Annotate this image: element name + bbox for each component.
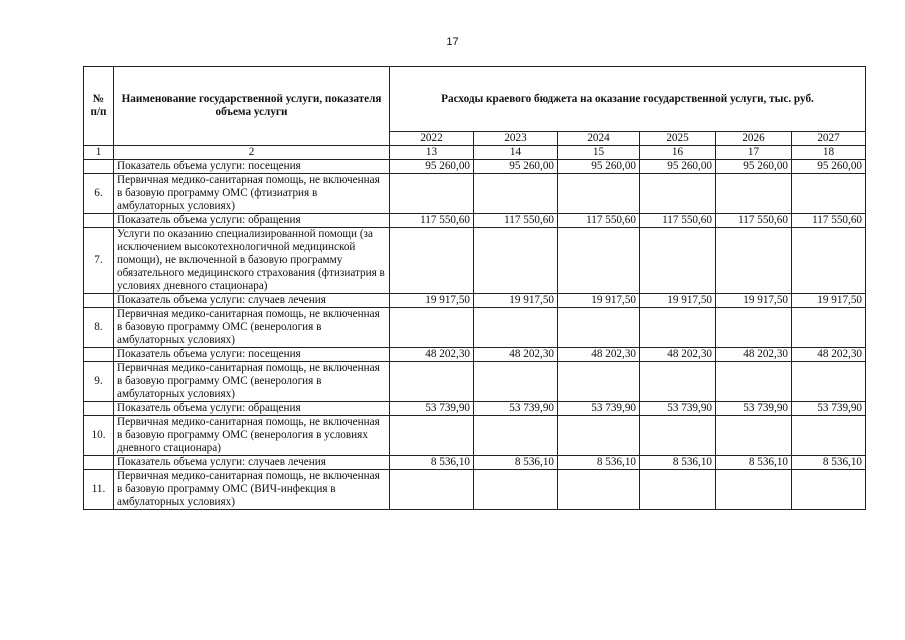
indicator-name: Показатель объема услуги: обращения [114, 402, 390, 416]
column-number: 17 [716, 146, 792, 160]
row-number [84, 348, 114, 362]
value-cell-2027 [792, 362, 866, 402]
indicator-row [84, 160, 866, 174]
indicator-name: Показатель объема услуги: посещения [114, 348, 390, 362]
value-cell-2023: 8 536,10 [474, 456, 558, 470]
value-cell-2022 [390, 470, 474, 510]
row-number [84, 214, 114, 228]
value-cell-2026: 19 917,50 [716, 294, 792, 308]
value-cell-2026 [716, 470, 792, 510]
year-header-2022: 2022 [390, 132, 474, 146]
column-numbers-row [84, 146, 866, 160]
service-name: Первичная медико-санитарная помощь, не включенная в базовую программу ОМС (венерология в амбулаторных условиях) [114, 362, 390, 402]
value-cell-2023: 117 550,60 [474, 214, 558, 228]
value-cell-2025 [640, 308, 716, 348]
indicator-row [84, 348, 866, 362]
indicator-row [84, 402, 866, 416]
value-cell-2022 [390, 362, 474, 402]
value-cell-2022: 19 917,50 [390, 294, 474, 308]
row-number [84, 456, 114, 470]
value-cell-2025: 8 536,10 [640, 456, 716, 470]
service-name: Первичная медико-санитарная помощь, не включенная в базовую программу ОМС (ВИЧ-инфекция в амбулаторных условиях) [114, 470, 390, 510]
service-row [84, 228, 866, 294]
value-cell-2027: 8 536,10 [792, 456, 866, 470]
value-cell-2027 [792, 308, 866, 348]
value-cell-2024: 48 202,30 [558, 348, 640, 362]
year-header-2026: 2026 [716, 132, 792, 146]
indicator-row [84, 214, 866, 228]
service-name: Первичная медико-санитарная помощь, не включенная в базовую программу ОМС (венерология в условиях дневного стационара) [114, 416, 390, 456]
budget-table [83, 66, 866, 510]
value-cell-2025: 95 260,00 [640, 160, 716, 174]
value-cell-2026: 95 260,00 [716, 160, 792, 174]
value-cell-2024: 19 917,50 [558, 294, 640, 308]
year-header-2024: 2024 [558, 132, 640, 146]
value-cell-2023 [474, 416, 558, 456]
year-header-2025: 2025 [640, 132, 716, 146]
column-number: 15 [558, 146, 640, 160]
indicator-row [84, 456, 866, 470]
value-cell-2027: 117 550,60 [792, 214, 866, 228]
value-cell-2023 [474, 470, 558, 510]
value-cell-2025 [640, 174, 716, 214]
value-cell-2024: 53 739,90 [558, 402, 640, 416]
value-cell-2023 [474, 308, 558, 348]
column-number: 14 [474, 146, 558, 160]
row-number: 7. [84, 228, 114, 294]
value-cell-2027 [792, 470, 866, 510]
value-cell-2027: 53 739,90 [792, 402, 866, 416]
header-service-name: Наименование государственной услуги, показателя объема услуги [114, 67, 390, 146]
value-cell-2023: 19 917,50 [474, 294, 558, 308]
value-cell-2025 [640, 362, 716, 402]
value-cell-2027: 95 260,00 [792, 160, 866, 174]
value-cell-2024 [558, 362, 640, 402]
value-cell-2025: 19 917,50 [640, 294, 716, 308]
row-number: 8. [84, 308, 114, 348]
value-cell-2023 [474, 228, 558, 294]
value-cell-2024 [558, 470, 640, 510]
service-name: Первичная медико-санитарная помощь, не включенная в базовую программу ОМС (фтизиатрия в амбулаторных условиях) [114, 174, 390, 214]
service-row [84, 308, 866, 348]
service-row [84, 174, 866, 214]
row-number: 11. [84, 470, 114, 510]
value-cell-2025: 48 202,30 [640, 348, 716, 362]
page-number: 17 [446, 36, 459, 48]
value-cell-2023: 95 260,00 [474, 160, 558, 174]
indicator-name: Показатель объема услуги: посещения [114, 160, 390, 174]
column-number: 1 [84, 146, 114, 160]
indicator-name: Показатель объема услуги: случаев лечения [114, 456, 390, 470]
value-cell-2025 [640, 470, 716, 510]
value-cell-2027 [792, 228, 866, 294]
value-cell-2027 [792, 174, 866, 214]
value-cell-2024 [558, 308, 640, 348]
row-number: 6. [84, 174, 114, 214]
value-cell-2025: 117 550,60 [640, 214, 716, 228]
indicator-name: Показатель объема услуги: случаев лечения [114, 294, 390, 308]
value-cell-2025: 53 739,90 [640, 402, 716, 416]
value-cell-2024: 8 536,10 [558, 456, 640, 470]
value-cell-2022 [390, 308, 474, 348]
value-cell-2024 [558, 174, 640, 214]
row-number [84, 294, 114, 308]
column-number: 18 [792, 146, 866, 160]
value-cell-2022 [390, 174, 474, 214]
column-number: 13 [390, 146, 474, 160]
row-number [84, 402, 114, 416]
value-cell-2023: 48 202,30 [474, 348, 558, 362]
column-number: 2 [114, 146, 390, 160]
value-cell-2026: 53 739,90 [716, 402, 792, 416]
value-cell-2024: 95 260,00 [558, 160, 640, 174]
value-cell-2023: 53 739,90 [474, 402, 558, 416]
value-cell-2024: 117 550,60 [558, 214, 640, 228]
value-cell-2026: 117 550,60 [716, 214, 792, 228]
indicator-row [84, 294, 866, 308]
value-cell-2024 [558, 416, 640, 456]
value-cell-2026 [716, 416, 792, 456]
column-number: 16 [640, 146, 716, 160]
value-cell-2026: 48 202,30 [716, 348, 792, 362]
header-number: № п/п [84, 67, 114, 146]
value-cell-2026: 8 536,10 [716, 456, 792, 470]
row-number [84, 160, 114, 174]
year-header-2027: 2027 [792, 132, 866, 146]
service-name: Услуги по оказанию специализированной помощи (за исключением высокотехнологичной медицинской помощи), не включенной в базовую программу обязательного медицинского страхования (фтизиатрия в условиях дневного стационара) [114, 228, 390, 294]
value-cell-2027: 48 202,30 [792, 348, 866, 362]
value-cell-2022: 95 260,00 [390, 160, 474, 174]
value-cell-2022: 8 536,10 [390, 456, 474, 470]
value-cell-2022: 53 739,90 [390, 402, 474, 416]
value-cell-2022: 48 202,30 [390, 348, 474, 362]
value-cell-2026 [716, 228, 792, 294]
value-cell-2025 [640, 228, 716, 294]
indicator-name: Показатель объема услуги: обращения [114, 214, 390, 228]
value-cell-2026 [716, 362, 792, 402]
value-cell-2024 [558, 228, 640, 294]
value-cell-2022 [390, 228, 474, 294]
value-cell-2023 [474, 174, 558, 214]
value-cell-2027 [792, 416, 866, 456]
value-cell-2026 [716, 174, 792, 214]
service-row [84, 416, 866, 456]
value-cell-2023 [474, 362, 558, 402]
value-cell-2025 [640, 416, 716, 456]
header-expenses: Расходы краевого бюджета на оказание государственной услуги, тыс. руб. [390, 67, 866, 132]
value-cell-2022 [390, 416, 474, 456]
service-row [84, 362, 866, 402]
service-row [84, 470, 866, 510]
value-cell-2022: 117 550,60 [390, 214, 474, 228]
row-number: 9. [84, 362, 114, 402]
row-number: 10. [84, 416, 114, 456]
value-cell-2027: 19 917,50 [792, 294, 866, 308]
service-name: Первичная медико-санитарная помощь, не включенная в базовую программу ОМС (венерология в амбулаторных условиях) [114, 308, 390, 348]
value-cell-2026 [716, 308, 792, 348]
year-header-2023: 2023 [474, 132, 558, 146]
